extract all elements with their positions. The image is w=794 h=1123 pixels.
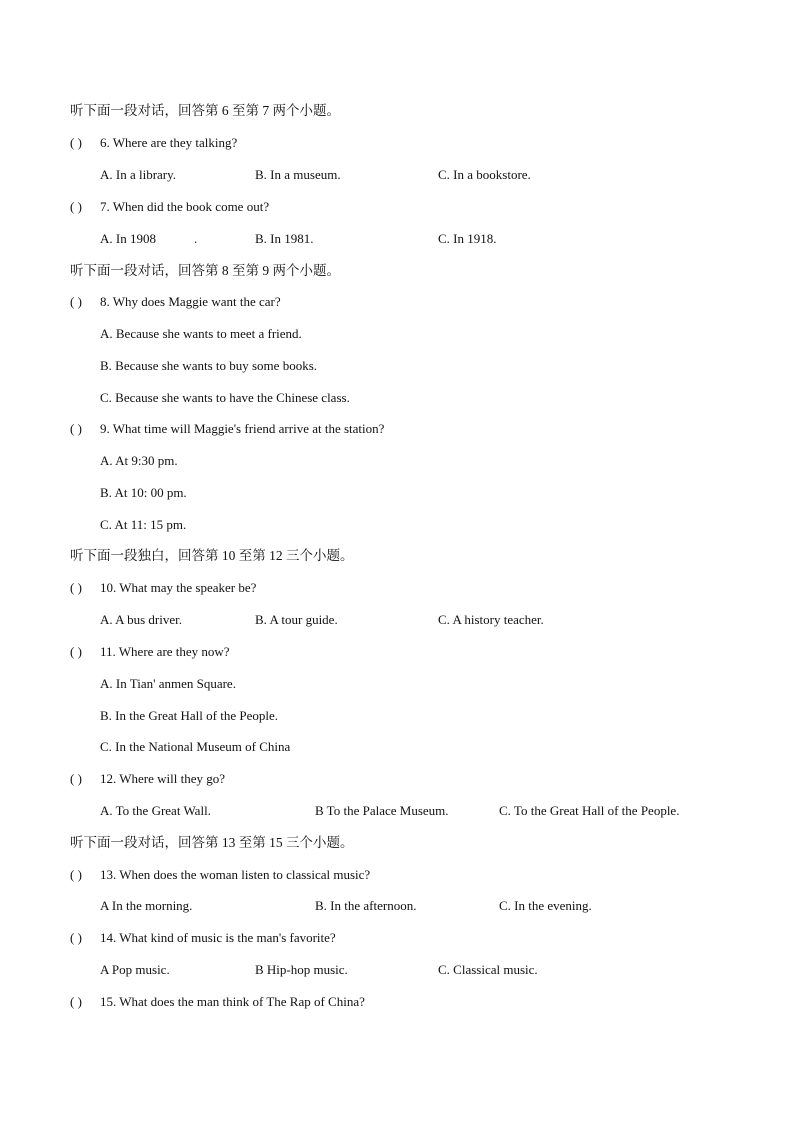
question-15	[70, 993, 365, 1011]
option-9c: C. At 11: 15 pm.	[100, 517, 187, 532]
option-6b: B. In a museum.	[255, 167, 341, 182]
option-10a: A. A bus driver.	[100, 612, 182, 627]
question-text: 9. What time will Maggie's friend arrive at the station?	[100, 421, 385, 436]
question-text: 13. When does the woman listen to classical music?	[100, 867, 371, 882]
option-11a: A. In Tian' anmen Square.	[100, 676, 236, 691]
section-heading-8-9: 听下面一段对话，回答第 8 至第 9 两个小题。	[70, 263, 340, 278]
question-text: 12. Where will they go?	[100, 771, 226, 786]
option-8b: B. Because she wants to buy some books.	[100, 358, 318, 373]
option-12a: A. To the Great Wall.	[100, 803, 211, 818]
question-8	[70, 293, 281, 311]
question-14	[70, 929, 336, 947]
answer-blank: ( )	[70, 294, 82, 309]
option-13c: C. In the evening.	[499, 898, 592, 913]
option-8a: A. Because she wants to meet a friend.	[100, 326, 302, 341]
option-7b: B. In 1981.	[255, 231, 314, 246]
option-12c: C. To the Great Hall of the People.	[499, 803, 680, 818]
question-text: 10. What may the speaker be?	[100, 580, 257, 595]
question-7	[70, 198, 269, 216]
question-6	[70, 134, 237, 152]
option-13a: A In the morning.	[100, 898, 193, 913]
answer-blank: ( )	[70, 994, 82, 1009]
option-11b: B. In the Great Hall of the People.	[100, 708, 278, 723]
answer-blank: ( )	[70, 199, 82, 214]
question-text: 15. What does the man think of The Rap of China?	[100, 994, 365, 1009]
option-14b: B Hip-hop music.	[255, 962, 348, 977]
answer-blank: ( )	[70, 644, 82, 659]
question-9	[70, 420, 384, 438]
question-text: 7. When did the book come out?	[100, 199, 270, 214]
question-10	[70, 579, 256, 597]
stray-dot: .	[194, 231, 198, 246]
answer-blank: ( )	[70, 771, 82, 786]
option-10b: B. A tour guide.	[255, 612, 338, 627]
question-13	[70, 866, 370, 884]
option-11c: C. In the National Museum of China	[100, 739, 291, 754]
option-7a: A. In 1908	[100, 231, 156, 246]
section-heading-13-15: 听下面一段对话，回答第 13 至第 15 三个小题。	[70, 835, 354, 850]
answer-blank: ( )	[70, 580, 82, 595]
answer-blank: ( )	[70, 867, 82, 882]
option-13b: B. In the afternoon.	[315, 898, 417, 913]
question-text: 8. Why does Maggie want the car?	[100, 294, 281, 309]
option-10c: C. A history teacher.	[438, 612, 544, 627]
option-14a: A Pop music.	[100, 962, 170, 977]
section-heading-10-12: 听下面一段独白，回答第 10 至第 12 三个小题。	[70, 548, 354, 563]
option-6a: A. In a library.	[100, 167, 177, 182]
option-14c: C. Classical music.	[438, 962, 538, 977]
section-heading-6-7: 听下面一段对话，回答第 6 至第 7 两个小题。	[70, 103, 340, 118]
option-7c: C. In 1918.	[438, 231, 497, 246]
question-12	[70, 770, 225, 788]
question-text: 14. What kind of music is the man's favorite?	[100, 930, 336, 945]
option-9a: A. At 9:30 pm.	[100, 453, 178, 468]
option-8c: C. Because she wants to have the Chinese class.	[100, 390, 350, 405]
option-9b: B. At 10: 00 pm.	[100, 485, 187, 500]
answer-blank: ( )	[70, 421, 82, 436]
option-6c: C. In a bookstore.	[438, 167, 531, 182]
answer-blank: ( )	[70, 135, 82, 150]
question-text: 6. Where are they talking?	[100, 135, 238, 150]
question-11	[70, 643, 230, 661]
answer-blank: ( )	[70, 930, 82, 945]
option-12b: B To the Palace Museum.	[315, 803, 449, 818]
question-text: 11. Where are they now?	[100, 644, 230, 659]
